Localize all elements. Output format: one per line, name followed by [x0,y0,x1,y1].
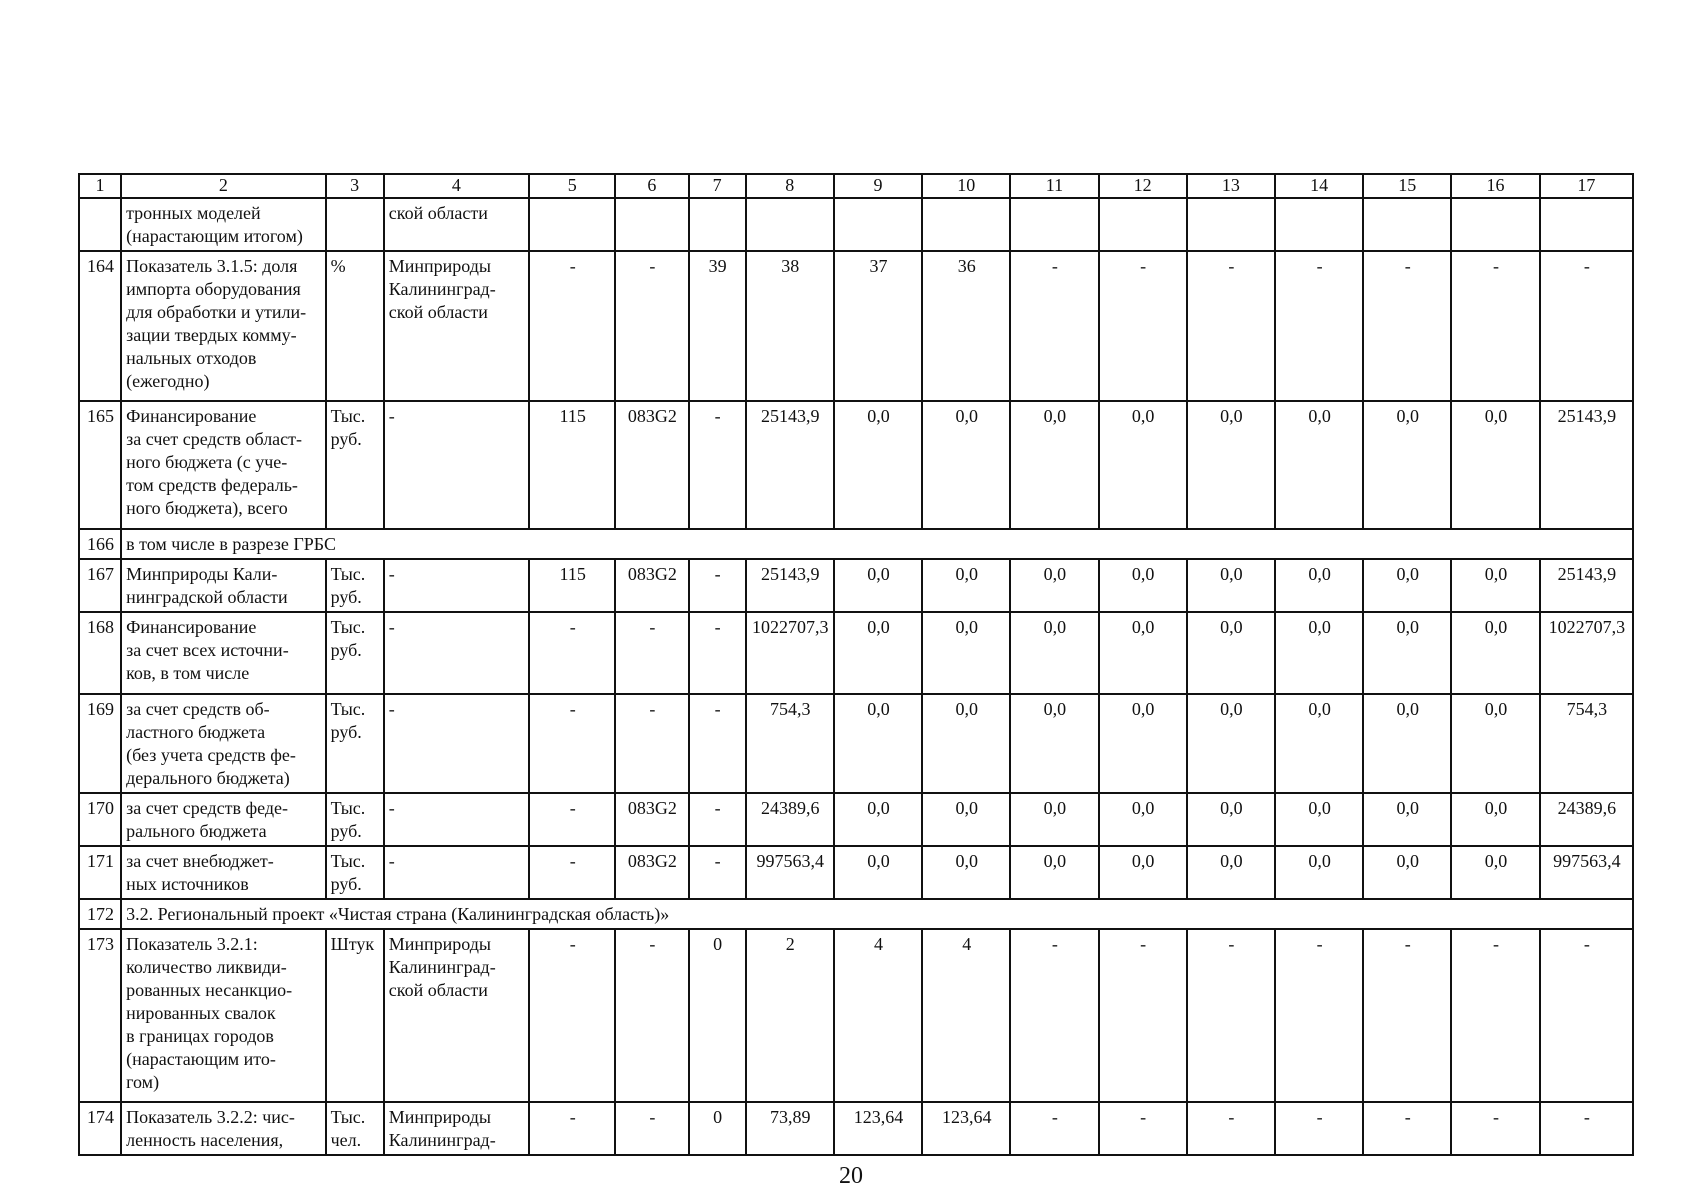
row-number: 165 [79,401,121,529]
responsible-cell: ской области [384,198,529,251]
column-number-3: 3 [326,174,384,198]
value-cell: - [529,612,615,694]
value-cell: 25143,9 [1540,559,1633,612]
value-cell: 0,0 [1187,559,1275,612]
value-cell: 36 [922,251,1010,401]
value-cell: 0,0 [834,559,922,612]
value-cell: 0,0 [834,694,922,793]
table-row [79,401,1633,529]
value-cell: 083G2 [615,846,688,899]
indicator-name-cell: за счет средств феде- рального бюджета [121,793,326,846]
value-cell: 0,0 [922,559,1010,612]
responsible-cell: - [384,793,529,846]
value-cell: 115 [529,401,615,529]
column-number-13: 13 [1187,174,1275,198]
value-cell: 0,0 [1010,793,1098,846]
indicator-name-cell: тронных моделей (нарастающим итогом) [121,198,326,251]
column-number-10: 10 [922,174,1010,198]
value-cell: - [529,793,615,846]
value-cell: - [529,929,615,1102]
table-row [79,899,1633,929]
table-row [79,929,1633,1102]
column-number-12: 12 [1099,174,1187,198]
value-cell: 0,0 [1363,401,1451,529]
unit-cell: Тыс. чел. [326,1102,384,1155]
value-cell: 0,0 [1099,793,1187,846]
value-cell: - [1099,251,1187,401]
unit-cell: % [326,251,384,401]
value-cell: 0,0 [1099,401,1187,529]
value-cell: 083G2 [615,401,688,529]
value-cell: - [1010,1102,1098,1155]
value-cell: - [1363,929,1451,1102]
value-cell: - [1099,1102,1187,1155]
value-cell: - [1363,1102,1451,1155]
value-cell: 0,0 [1451,401,1539,529]
unit-cell: Тыс. руб. [326,559,384,612]
unit-cell: Тыс. руб. [326,846,384,899]
value-cell: - [1010,251,1098,401]
value-cell: 1022707,3 [1540,612,1633,694]
column-number-16: 16 [1451,174,1539,198]
column-number-4: 4 [384,174,529,198]
responsible-cell: Минприроды Калининград- [384,1102,529,1155]
value-cell [615,198,688,251]
value-cell: - [1275,251,1363,401]
value-cell: 754,3 [1540,694,1633,793]
value-cell: - [615,929,688,1102]
value-cell: - [689,612,746,694]
value-cell [689,198,746,251]
value-cell: 0,0 [1275,612,1363,694]
data-table [78,173,1634,1156]
row-number: 166 [79,529,121,559]
indicator-name-cell: Финансирование за счет средств област- ного бюджета (с уче- том средств федераль- ного бюджета), всего [121,401,326,529]
value-cell: 4 [922,929,1010,1102]
value-cell: 0,0 [1010,612,1098,694]
column-number-1: 1 [79,174,121,198]
value-cell: 4 [834,929,922,1102]
unit-cell [326,198,384,251]
value-cell: 0,0 [922,694,1010,793]
value-cell: 0,0 [1275,846,1363,899]
value-cell: - [615,251,688,401]
row-number: 171 [79,846,121,899]
column-number-9: 9 [834,174,922,198]
value-cell: 25143,9 [746,559,834,612]
responsible-cell: - [384,612,529,694]
value-cell: 0,0 [1187,846,1275,899]
value-cell: 115 [529,559,615,612]
value-cell: - [689,401,746,529]
value-cell: - [1540,1102,1633,1155]
value-cell: 0,0 [1275,559,1363,612]
section-heading: в том числе в разрезе ГРБС [121,529,1633,559]
value-cell: 0,0 [834,612,922,694]
value-cell: - [615,612,688,694]
value-cell: - [1010,929,1098,1102]
value-cell: 2 [746,929,834,1102]
value-cell: 754,3 [746,694,834,793]
value-cell: 083G2 [615,793,688,846]
indicator-name-cell: Показатель 3.1.5: доля импорта оборудования для обработки и утили- зации твердых комму- нальных отходов (ежегодно) [121,251,326,401]
value-cell: - [1099,929,1187,1102]
value-cell: - [689,559,746,612]
unit-cell: Тыс. руб. [326,694,384,793]
value-cell: 37 [834,251,922,401]
value-cell: 997563,4 [1540,846,1633,899]
value-cell: - [529,1102,615,1155]
value-cell: - [689,793,746,846]
value-cell: 0,0 [922,793,1010,846]
value-cell: 0,0 [922,846,1010,899]
responsible-cell: Минприроды Калининград- ской области [384,929,529,1102]
value-cell: 0,0 [1187,694,1275,793]
column-number-2: 2 [121,174,326,198]
column-number-8: 8 [746,174,834,198]
value-cell: 123,64 [834,1102,922,1155]
value-cell: 0,0 [834,401,922,529]
row-number: 173 [79,929,121,1102]
responsible-cell: - [384,401,529,529]
value-cell: 25143,9 [746,401,834,529]
table-row [79,529,1633,559]
indicator-name-cell: Финансирование за счет всех источни- ков, в том числе [121,612,326,694]
value-cell: 1022707,3 [746,612,834,694]
responsible-cell: - [384,559,529,612]
table-row [79,612,1633,694]
value-cell: - [1451,1102,1539,1155]
value-cell: - [689,694,746,793]
value-cell: 38 [746,251,834,401]
value-cell: - [615,1102,688,1155]
value-cell: 0,0 [1099,559,1187,612]
value-cell: 0,0 [1099,612,1187,694]
value-cell: 0,0 [1010,559,1098,612]
value-cell: 24389,6 [746,793,834,846]
row-number: 170 [79,793,121,846]
value-cell: 083G2 [615,559,688,612]
value-cell: 0,0 [1187,401,1275,529]
value-cell: - [1275,1102,1363,1155]
section-heading: 3.2. Региональный проект «Чистая страна (Калининградская область)» [121,899,1633,929]
value-cell: - [615,694,688,793]
value-cell: 123,64 [922,1102,1010,1155]
value-cell: 0,0 [834,793,922,846]
value-cell: 0,0 [1363,694,1451,793]
value-cell: 25143,9 [1540,401,1633,529]
value-cell: 0,0 [1363,846,1451,899]
column-number-5: 5 [529,174,615,198]
value-cell: - [1451,929,1539,1102]
table-row [79,793,1633,846]
indicator-name-cell: за счет средств об- ластного бюджета (без учета средств фе- дерального бюджета) [121,694,326,793]
value-cell: 0,0 [1451,694,1539,793]
table-row [79,251,1633,401]
value-cell [1540,198,1633,251]
value-cell: 0,0 [1275,401,1363,529]
unit-cell: Тыс. руб. [326,401,384,529]
value-cell: 0,0 [834,846,922,899]
table-row [79,846,1633,899]
value-cell: 0,0 [922,612,1010,694]
value-cell: 0,0 [1010,401,1098,529]
column-number-14: 14 [1275,174,1363,198]
value-cell: - [1275,929,1363,1102]
header-row [79,174,1633,198]
value-cell [834,198,922,251]
value-cell: 0,0 [1275,793,1363,846]
table-row [79,1102,1633,1155]
unit-cell: Штук [326,929,384,1102]
row-number [79,198,121,251]
value-cell: 0,0 [1099,694,1187,793]
value-cell [1363,198,1451,251]
value-cell: - [1187,1102,1275,1155]
value-cell: - [1187,929,1275,1102]
table-row [79,694,1633,793]
value-cell: - [1451,251,1539,401]
value-cell: - [529,251,615,401]
value-cell: 0,0 [1451,793,1539,846]
value-cell [1187,198,1275,251]
value-cell: - [689,846,746,899]
column-number-11: 11 [1010,174,1098,198]
value-cell: 0,0 [1363,559,1451,612]
value-cell: - [529,846,615,899]
row-number: 172 [79,899,121,929]
value-cell: - [1540,251,1633,401]
value-cell [746,198,834,251]
column-number-6: 6 [615,174,688,198]
indicator-name-cell: Минприроды Кали- нинградской области [121,559,326,612]
value-cell: - [529,694,615,793]
value-cell: 0,0 [1363,612,1451,694]
responsible-cell: - [384,694,529,793]
value-cell: 39 [689,251,746,401]
value-cell: 0,0 [1451,559,1539,612]
value-cell: - [1187,251,1275,401]
value-cell [1451,198,1539,251]
value-cell [1010,198,1098,251]
column-number-15: 15 [1363,174,1451,198]
value-cell: 0,0 [1187,612,1275,694]
value-cell: 0,0 [922,401,1010,529]
value-cell: - [1363,251,1451,401]
page-number: 20 [839,1163,863,1189]
column-number-17: 17 [1540,174,1633,198]
row-number: 164 [79,251,121,401]
indicator-name-cell: Показатель 3.2.1: количество ликвиди- рованных несанкцио- нированных свалок в границах городов (нарастающим ито- гом) [121,929,326,1102]
indicator-name-cell: за счет внебюджет- ных источников [121,846,326,899]
row-number: 168 [79,612,121,694]
row-number: 169 [79,694,121,793]
indicator-name-cell: Показатель 3.2.2: чис- ленность населения, [121,1102,326,1155]
value-cell [529,198,615,251]
value-cell: 0,0 [1451,612,1539,694]
value-cell: 73,89 [746,1102,834,1155]
value-cell: - [1540,929,1633,1102]
value-cell: 0 [689,929,746,1102]
value-cell: 0,0 [1451,846,1539,899]
value-cell: 0,0 [1187,793,1275,846]
unit-cell: Тыс. руб. [326,612,384,694]
value-cell: 0 [689,1102,746,1155]
table-row [79,559,1633,612]
value-cell [1099,198,1187,251]
responsible-cell: - [384,846,529,899]
value-cell: 0,0 [1275,694,1363,793]
value-cell: 0,0 [1010,846,1098,899]
unit-cell: Тыс. руб. [326,793,384,846]
row-number: 174 [79,1102,121,1155]
table-row [79,198,1633,251]
value-cell [1275,198,1363,251]
responsible-cell: Минприроды Калининград- ской области [384,251,529,401]
value-cell: 0,0 [1363,793,1451,846]
row-number: 167 [79,559,121,612]
value-cell [922,198,1010,251]
value-cell: 997563,4 [746,846,834,899]
value-cell: 0,0 [1099,846,1187,899]
column-number-7: 7 [689,174,746,198]
value-cell: 24389,6 [1540,793,1633,846]
value-cell: 0,0 [1010,694,1098,793]
